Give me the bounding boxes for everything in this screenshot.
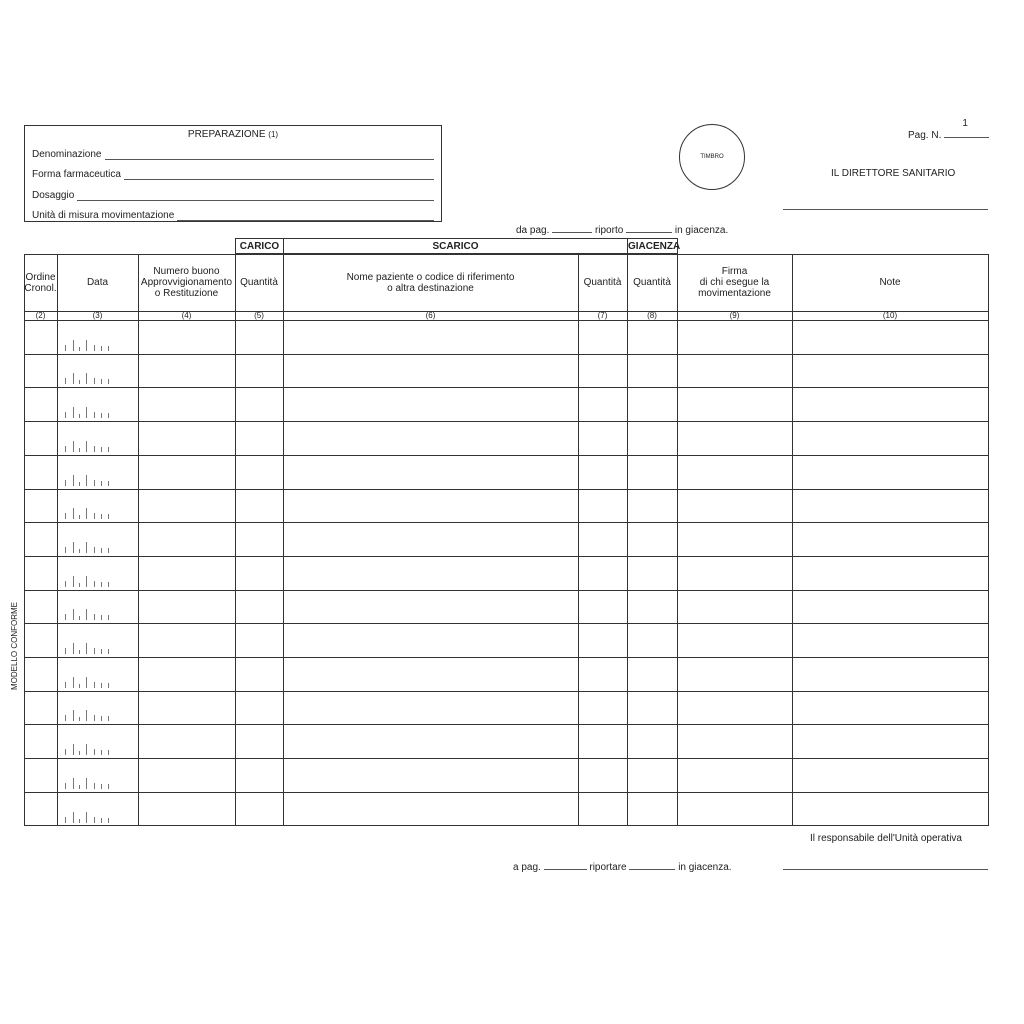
- table-cell[interactable]: [138, 522, 235, 556]
- table-cell[interactable]: [235, 387, 283, 421]
- table-cell[interactable]: [578, 590, 627, 624]
- table-cell[interactable]: [578, 724, 627, 758]
- column-line: [988, 254, 989, 826]
- table-cell[interactable]: [138, 387, 235, 421]
- table-cell[interactable]: [235, 691, 283, 725]
- preparazione-title: PREPARAZIONE (1): [187, 129, 279, 140]
- table-cell[interactable]: [578, 556, 627, 590]
- date-tick-marks: [65, 743, 135, 755]
- table-cell[interactable]: [792, 758, 988, 792]
- table-cell[interactable]: [283, 421, 578, 455]
- table-cell[interactable]: [235, 758, 283, 792]
- table-cell[interactable]: [627, 320, 677, 354]
- table-cell[interactable]: [627, 556, 677, 590]
- column-header: Firma di chi esegue la movimentazione: [698, 266, 771, 299]
- table-cell[interactable]: [792, 421, 988, 455]
- table-cell[interactable]: [677, 387, 792, 421]
- denominazione-field[interactable]: Denominazione: [32, 149, 434, 160]
- table-cell[interactable]: [677, 691, 792, 725]
- table-cell[interactable]: [627, 354, 677, 388]
- table-cell[interactable]: [792, 623, 988, 657]
- table-cell[interactable]: [138, 354, 235, 388]
- page-label: Pag. N.: [908, 130, 942, 141]
- table-cell[interactable]: [578, 792, 627, 826]
- table-cell[interactable]: [627, 489, 677, 523]
- table-cell[interactable]: [677, 623, 792, 657]
- date-tick-marks: [65, 608, 135, 620]
- table-cell[interactable]: [283, 691, 578, 725]
- direttore-signature-line[interactable]: [783, 209, 988, 210]
- table-cell[interactable]: [138, 489, 235, 523]
- table-cell[interactable]: [235, 354, 283, 388]
- table-cell[interactable]: [24, 623, 57, 657]
- table-cell[interactable]: [138, 320, 235, 354]
- table-cell[interactable]: [792, 522, 988, 556]
- table-cell[interactable]: [677, 657, 792, 691]
- date-tick-marks: [65, 339, 135, 351]
- date-tick-marks: [65, 777, 135, 789]
- table-cell[interactable]: [138, 792, 235, 826]
- table-cell[interactable]: [24, 354, 57, 388]
- column-number: (8): [647, 311, 657, 320]
- date-tick-marks: [65, 406, 135, 418]
- table-cell[interactable]: [627, 623, 677, 657]
- table-cell[interactable]: [578, 354, 627, 388]
- column-number: (7): [597, 311, 608, 320]
- table-cell[interactable]: [627, 657, 677, 691]
- table-cell[interactable]: [24, 455, 57, 489]
- table-cell[interactable]: [283, 387, 578, 421]
- table-cell[interactable]: [677, 421, 792, 455]
- table-cell[interactable]: [578, 691, 627, 725]
- date-tick-marks: [65, 372, 135, 384]
- table-cell[interactable]: [792, 657, 988, 691]
- table-cell[interactable]: [578, 758, 627, 792]
- stamp-circle: [679, 124, 745, 190]
- date-tick-marks: [65, 676, 135, 688]
- column-header: Data: [86, 277, 109, 288]
- table-cell[interactable]: [627, 792, 677, 826]
- table-cell[interactable]: [138, 691, 235, 725]
- table-cell[interactable]: [578, 455, 627, 489]
- table-cell[interactable]: [24, 387, 57, 421]
- table-cell[interactable]: [283, 455, 578, 489]
- table-cell[interactable]: [792, 792, 988, 826]
- responsabile-label: Il responsabile dell'Unità operativa: [810, 833, 962, 844]
- table-cell[interactable]: [677, 320, 792, 354]
- table-cell[interactable]: [627, 387, 677, 421]
- table-cell[interactable]: [138, 455, 235, 489]
- dosaggio-field[interactable]: Dosaggio: [32, 190, 434, 201]
- table-cell[interactable]: [677, 724, 792, 758]
- table-cell[interactable]: [283, 320, 578, 354]
- unita-misura-field[interactable]: Unità di misura movimentazione: [32, 210, 434, 221]
- table-cell[interactable]: [283, 489, 578, 523]
- table-cell[interactable]: [627, 758, 677, 792]
- table-cell[interactable]: [627, 590, 677, 624]
- table-cell[interactable]: [24, 657, 57, 691]
- forma-farmaceutica-field[interactable]: Forma farmaceutica: [32, 169, 434, 180]
- table-cell[interactable]: [24, 724, 57, 758]
- table-cell[interactable]: [235, 522, 283, 556]
- table-cell[interactable]: [283, 354, 578, 388]
- column-header: Quantità: [240, 277, 278, 288]
- table-cell[interactable]: [235, 421, 283, 455]
- date-tick-marks: [65, 507, 135, 519]
- column-header: Nome paziente o codice di riferimento o altra destinazione: [346, 271, 515, 294]
- table-cell[interactable]: [235, 623, 283, 657]
- giacenza-header: GIACENZA: [627, 238, 678, 254]
- table-cell[interactable]: [283, 758, 578, 792]
- preparazione-box: [24, 125, 442, 222]
- table-cell[interactable]: [792, 590, 988, 624]
- table-cell[interactable]: [677, 522, 792, 556]
- table-cell[interactable]: [24, 691, 57, 725]
- column-number: (2): [35, 311, 46, 320]
- table-cell[interactable]: [138, 623, 235, 657]
- table-cell[interactable]: [578, 522, 627, 556]
- date-tick-marks: [65, 575, 135, 587]
- table-cell[interactable]: [578, 657, 627, 691]
- table-cell[interactable]: [578, 421, 627, 455]
- table-cell[interactable]: [677, 556, 792, 590]
- modello-conforme-label: MODELLO CONFORME: [10, 601, 19, 690]
- column-number: (10): [882, 311, 898, 320]
- table-cell[interactable]: [792, 320, 988, 354]
- table-cell[interactable]: [578, 489, 627, 523]
- page-number: 1: [962, 118, 968, 129]
- column-number: (4): [181, 311, 192, 320]
- table-cell[interactable]: [138, 556, 235, 590]
- scarico-header: SCARICO: [283, 238, 628, 254]
- table-cell[interactable]: [283, 522, 578, 556]
- table-cell[interactable]: [677, 792, 792, 826]
- stamp-label: TIMBRO: [700, 154, 724, 160]
- table-cell[interactable]: [24, 421, 57, 455]
- table-cell[interactable]: [24, 590, 57, 624]
- table-cell[interactable]: [235, 657, 283, 691]
- table-cell[interactable]: [627, 691, 677, 725]
- table-cell[interactable]: [24, 556, 57, 590]
- column-header: Quantità: [583, 277, 622, 288]
- table-cell[interactable]: [235, 724, 283, 758]
- table-cell[interactable]: [235, 792, 283, 826]
- table-cell[interactable]: [24, 489, 57, 523]
- table-cell[interactable]: [283, 657, 578, 691]
- column-number: (9): [729, 311, 740, 320]
- direttore-label: IL DIRETTORE SANITARIO: [831, 168, 956, 179]
- table-cell[interactable]: [627, 522, 677, 556]
- table-cell[interactable]: [283, 792, 578, 826]
- table-cell[interactable]: [677, 489, 792, 523]
- column-header: Ordine Cronol.: [24, 271, 57, 294]
- table-cell[interactable]: [792, 691, 988, 725]
- table-cell[interactable]: [627, 421, 677, 455]
- table-cell[interactable]: [792, 724, 988, 758]
- date-tick-marks: [65, 541, 135, 553]
- table-cell[interactable]: [235, 590, 283, 624]
- table-cell[interactable]: [24, 792, 57, 826]
- table-cell[interactable]: [235, 489, 283, 523]
- carico-header: CARICO: [235, 238, 284, 254]
- table-cell[interactable]: [138, 758, 235, 792]
- table-cell[interactable]: [138, 421, 235, 455]
- table-cell[interactable]: [627, 455, 677, 489]
- table-cell[interactable]: [792, 387, 988, 421]
- table-cell[interactable]: [235, 556, 283, 590]
- riporto-top: da pag. riporto in giacenza.: [516, 225, 729, 236]
- table-cell[interactable]: [24, 320, 57, 354]
- table-cell[interactable]: [792, 354, 988, 388]
- table-cell[interactable]: [24, 522, 57, 556]
- column-header: Numero buono Approvvigionamento o Restituzione: [140, 266, 233, 299]
- table-cell[interactable]: [627, 724, 677, 758]
- responsabile-signature-line[interactable]: [783, 869, 988, 870]
- riporto-bottom: a pag. riportare in giacenza.: [513, 862, 732, 873]
- table-cell[interactable]: [283, 623, 578, 657]
- column-number: (6): [425, 311, 436, 320]
- table-cell[interactable]: [235, 320, 283, 354]
- column-header: Note: [879, 277, 901, 288]
- table-cell[interactable]: [792, 489, 988, 523]
- date-tick-marks: [65, 440, 135, 452]
- page-number-field: [908, 118, 989, 142]
- table-cell[interactable]: [792, 556, 988, 590]
- table-cell[interactable]: [578, 320, 627, 354]
- table-cell[interactable]: [792, 455, 988, 489]
- date-tick-marks: [65, 642, 135, 654]
- table-cell[interactable]: [677, 758, 792, 792]
- table-cell[interactable]: [283, 590, 578, 624]
- table-cell[interactable]: [138, 657, 235, 691]
- movement-table: [24, 238, 989, 826]
- table-cell[interactable]: [677, 455, 792, 489]
- table-cell[interactable]: [283, 724, 578, 758]
- column-header: Quantità: [633, 277, 671, 288]
- table-cell[interactable]: [677, 590, 792, 624]
- column-number: (5): [254, 311, 264, 320]
- table-cell[interactable]: [578, 623, 627, 657]
- table-cell[interactable]: [578, 387, 627, 421]
- table-cell[interactable]: [138, 590, 235, 624]
- column-number: (3): [92, 311, 103, 320]
- date-tick-marks: [65, 709, 135, 721]
- date-tick-marks: [65, 811, 135, 823]
- date-tick-marks: [65, 474, 135, 486]
- table-cell[interactable]: [677, 354, 792, 388]
- table-cell[interactable]: [283, 556, 578, 590]
- table-cell[interactable]: [235, 455, 283, 489]
- table-cell[interactable]: [24, 758, 57, 792]
- table-cell[interactable]: [138, 724, 235, 758]
